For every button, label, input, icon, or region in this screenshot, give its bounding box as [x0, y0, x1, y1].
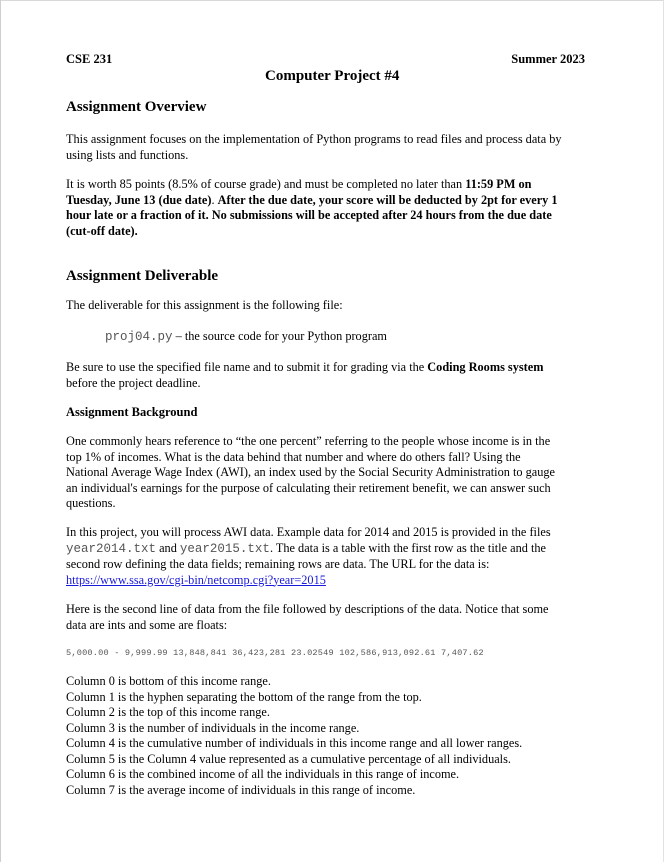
text-line	[66, 177, 558, 193]
background-heading: Assignment Background	[66, 405, 198, 419]
text-line	[66, 193, 558, 209]
text-line: One commonly hears reference to “the one percent” referring to the people whose income is in the	[66, 434, 551, 448]
text-line	[66, 541, 551, 558]
coding-rooms: Coding Rooms system	[427, 360, 544, 374]
text-line: second row defining the data fields; remaining rows are data. The URL for the data is:	[66, 557, 490, 571]
file-description: – the source code for your Python program	[172, 329, 387, 343]
text-run: Be sure to use the specified file name and to submit it for grading via the	[66, 360, 428, 374]
due-date: Tuesday, June 13 (due date)	[66, 192, 212, 207]
column-description: Column 5 is the Column 4 value represented as a cumulative percentage of all individuals.	[66, 751, 511, 766]
text-line: This assignment focuses on the implementation of Python programs to read files and process data by	[66, 132, 562, 146]
text-line: data are ints and some are floats:	[66, 617, 228, 632]
text-line: (cut-off date).	[66, 223, 138, 238]
column-description: Column 1 is the hyphen separating the bottom of the range from the top.	[66, 689, 422, 704]
text-line: National Average Wage Index (AWI), an index used by the Social Security Administration to gauge	[66, 465, 555, 479]
deliverable-file	[105, 329, 387, 346]
sample-data-line: 5,000.00 - 9,999.99 13,848,841 36,423,281 23.02549 102,586,913,092.61 7,407.62	[66, 648, 484, 658]
background-paragraph-1	[66, 434, 555, 512]
page-edge-left	[0, 0, 1, 862]
text-line: an individual's earnings for the purpose of calculating their retirement benefit, we can answer such	[66, 480, 551, 495]
column-description: Column 4 is the cumulative number of individuals in this income range and all lower ranges.	[66, 736, 523, 750]
page-title: Computer Project #4	[265, 68, 400, 84]
column-description: Column 7 is the average income of individuals in this range of income.	[66, 782, 416, 797]
deliverable-submit	[66, 360, 543, 391]
late-policy: After the due date, your score will be deducted by 2pt for every 1	[217, 192, 558, 207]
file-name: year2015.txt	[179, 541, 270, 556]
text-run: .	[211, 192, 218, 207]
course-code: CSE 231	[66, 52, 113, 66]
overview-paragraph-1	[66, 132, 562, 163]
text-run: and	[156, 540, 180, 555]
column-descriptions	[66, 674, 522, 798]
text-line	[66, 360, 543, 376]
overview-heading: Assignment Overview	[66, 99, 207, 115]
column-description: Column 2 is the top of this income range.	[66, 705, 270, 719]
text-run: It is worth 85 points (8.5% of course grade) and must be completed no later than	[66, 177, 466, 191]
column-description: Column 0 is bottom of this income range.	[66, 674, 271, 688]
page-edge-top	[0, 0, 664, 1]
column-description: Column 6 is the combined income of all the individuals in this range of income.	[66, 767, 460, 781]
data-url-link[interactable]: https://www.ssa.gov/cgi-bin/netcomp.cgi?year=2015	[66, 572, 326, 587]
text-line: In this project, you will process AWI data. Example data for 2014 and 2015 is provided in the files	[66, 525, 551, 539]
deliverable-intro: The deliverable for this assignment is the following file:	[66, 298, 343, 312]
text-line: using lists and functions.	[66, 147, 189, 162]
deliverable-heading: Assignment Deliverable	[66, 268, 219, 284]
background-paragraph-3	[66, 602, 549, 633]
deadline-time: 11:59 PM on	[465, 177, 532, 191]
file-name: year2014.txt	[66, 541, 157, 556]
text-run: . The data is a table with the first row as the title and the	[269, 540, 546, 555]
text-line: top 1% of incomes. What is the data behind that number and where do others fall? Using the	[66, 449, 521, 464]
overview-paragraph-2	[66, 177, 558, 239]
background-paragraph-2	[66, 525, 551, 588]
text-line: questions.	[66, 496, 116, 510]
text-line: Here is the second line of data from the file followed by descriptions of the data. Notice that some	[66, 602, 549, 616]
file-name: proj04.py	[105, 330, 173, 344]
text-line: before the project deadline.	[66, 375, 201, 390]
text-line: hour late or a fraction of it. No submissions will be accepted after 24 hours from the due date	[66, 208, 552, 222]
term: Summer 2023	[511, 52, 585, 66]
column-description: Column 3 is the number of individuals in the income range.	[66, 720, 360, 735]
